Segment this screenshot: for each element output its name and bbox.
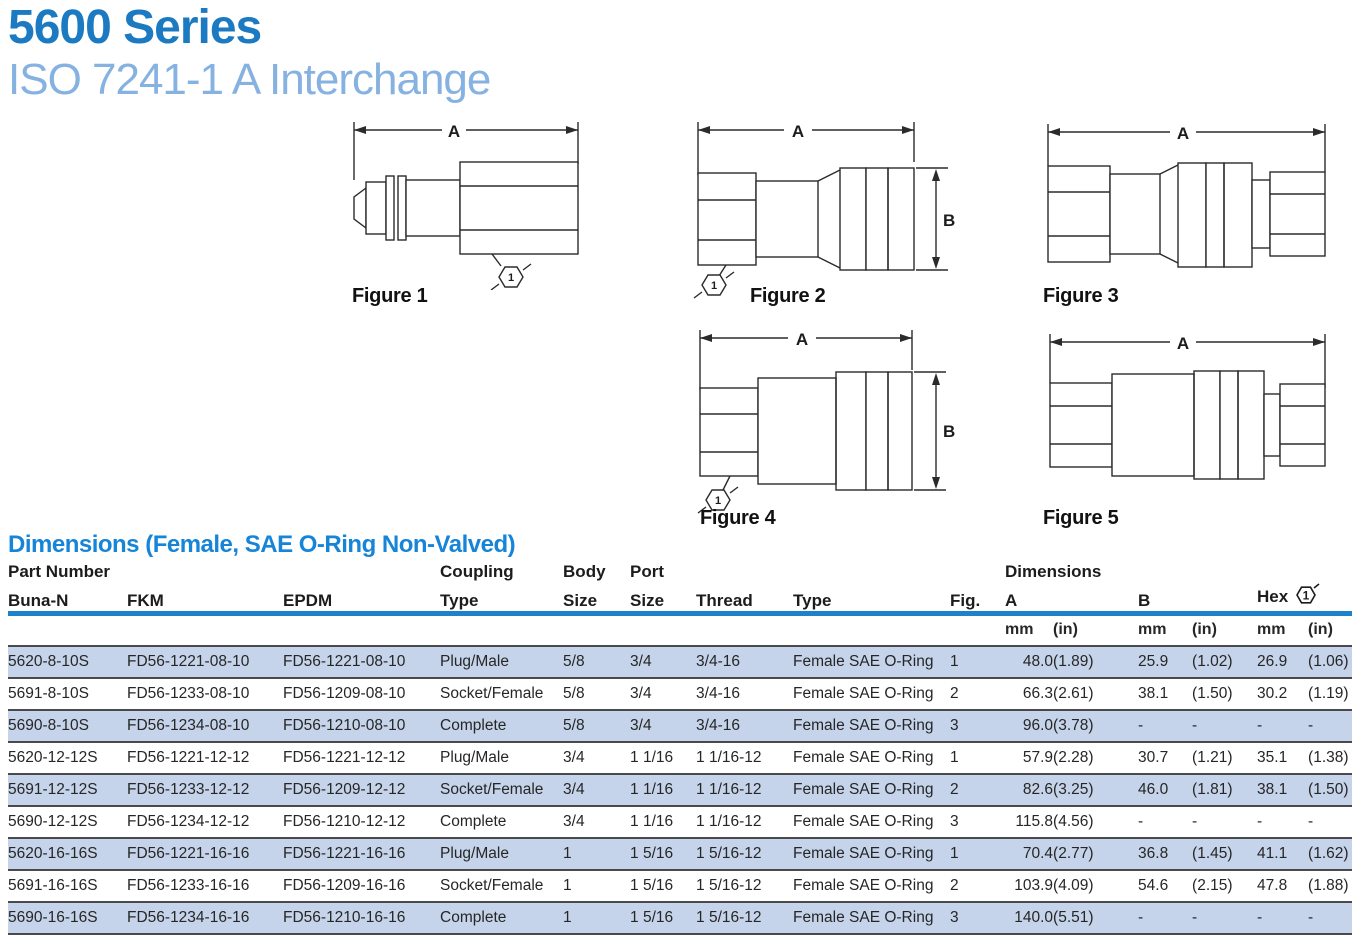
cell-fig: 1 <box>950 742 1000 774</box>
cell-a-in: (4.56) <box>1053 806 1138 838</box>
cell-hex-mm: 30.2 <box>1257 678 1308 710</box>
table-header <box>8 559 1352 646</box>
header-spacer <box>950 559 1000 582</box>
cell-part-buna: 5690-12-12S <box>8 806 127 838</box>
cell-b-in: - <box>1192 710 1257 742</box>
page-title: 5600 Series <box>8 1 262 54</box>
cell-fig: 2 <box>950 774 1000 806</box>
cell-hex-mm: 41.1 <box>1257 838 1308 870</box>
cell-part-epdm: FD56-1221-16-16 <box>283 838 440 870</box>
cell-coupling-type: Complete <box>440 710 563 742</box>
figure-2-caption: Figure 2 <box>750 285 826 307</box>
cell-part-epdm: FD56-1221-08-10 <box>283 646 440 678</box>
header-port-line1: Port <box>630 562 665 581</box>
cell-hex-mm: 35.1 <box>1257 742 1308 774</box>
cell-part-epdm: FD56-1210-16-16 <box>283 902 440 934</box>
cell-a-in: (4.09) <box>1053 870 1138 902</box>
figure-5-caption: Figure 5 <box>1043 507 1119 529</box>
cell-body-size: 3/4 <box>563 806 630 838</box>
table-row <box>8 902 1352 934</box>
cell-a-mm: 57.9 <box>1000 742 1053 774</box>
header-coupling-line1: Coupling <box>440 562 514 581</box>
cell-part-fkm: FD56-1233-16-16 <box>127 870 283 902</box>
cell-b-in: (1.81) <box>1192 774 1257 806</box>
header-dim-b: B <box>1138 582 1257 614</box>
section-heading: Dimensions (Female, SAE O-Ring Non-Valved) <box>8 531 516 558</box>
dimensions-table <box>8 559 1352 935</box>
cell-thread: 1 1/16-12 <box>696 742 793 774</box>
cell-hex-mm: - <box>1257 806 1308 838</box>
header-spacer <box>696 559 793 582</box>
figure-1-caption: Figure 1 <box>352 285 428 307</box>
cell-b-mm: 54.6 <box>1138 870 1192 902</box>
cell-b-mm: 46.0 <box>1138 774 1192 806</box>
cell-body-size: 1 <box>563 902 630 934</box>
cell-a-in: (2.28) <box>1053 742 1138 774</box>
units-spacer <box>283 614 440 646</box>
table-row <box>8 806 1352 838</box>
units-a-in: (in) <box>1053 614 1138 646</box>
header-coupling-line2: Type <box>440 582 563 614</box>
cell-b-mm: - <box>1138 902 1192 934</box>
figure-3-caption: Figure 3 <box>1043 285 1119 307</box>
cell-part-buna: 5691-16-16S <box>8 870 127 902</box>
cell-fig: 1 <box>950 646 1000 678</box>
cell-part-fkm: FD56-1233-08-10 <box>127 678 283 710</box>
cell-part-fkm: FD56-1234-08-10 <box>127 710 283 742</box>
header-type: Type <box>793 582 950 614</box>
cell-hex-mm: 47.8 <box>1257 870 1308 902</box>
callout-label: 1 <box>507 272 515 284</box>
cell-port-size: 1 5/16 <box>630 838 696 870</box>
cell-port-size: 1 1/16 <box>630 806 696 838</box>
cell-coupling-type: Plug/Male <box>440 838 563 870</box>
cell-coupling-type: Complete <box>440 806 563 838</box>
cell-port-size: 3/4 <box>630 710 696 742</box>
cell-b-in: (2.15) <box>1192 870 1257 902</box>
units-spacer <box>127 614 283 646</box>
header-spacer <box>793 559 950 582</box>
cell-part-epdm: FD56-1209-16-16 <box>283 870 440 902</box>
cell-part-epdm: FD56-1209-08-10 <box>283 678 440 710</box>
cell-hex-mm: - <box>1257 902 1308 934</box>
cell-port-size: 1 5/16 <box>630 870 696 902</box>
units-spacer <box>8 614 127 646</box>
cell-a-in: (2.77) <box>1053 838 1138 870</box>
figure-4 <box>688 326 960 526</box>
cell-a-mm: 66.3 <box>1000 678 1053 710</box>
cell-port-size: 1 1/16 <box>630 774 696 806</box>
cell-part-epdm: FD56-1209-12-12 <box>283 774 440 806</box>
cell-b-mm: 30.7 <box>1138 742 1192 774</box>
cell-b-mm: 38.1 <box>1138 678 1192 710</box>
callout-1-icon <box>491 254 531 290</box>
cell-b-in: (1.45) <box>1192 838 1257 870</box>
cell-a-mm: 48.0 <box>1000 646 1053 678</box>
cell-thread: 1 5/16-12 <box>696 902 793 934</box>
cell-b-mm: 36.8 <box>1138 838 1192 870</box>
cell-a-mm: 140.0 <box>1000 902 1053 934</box>
cell-a-mm: 103.9 <box>1000 870 1053 902</box>
cell-part-buna: 5690-8-10S <box>8 710 127 742</box>
dim-label-a: A <box>1176 124 1190 143</box>
cell-hex-mm: 26.9 <box>1257 646 1308 678</box>
table-body <box>8 646 1352 934</box>
figure-5 <box>1038 330 1335 508</box>
figure-2 <box>688 118 960 304</box>
cell-type: Female SAE O-Ring <box>793 742 950 774</box>
units-hex-in: (in) <box>1308 614 1352 646</box>
cell-type: Female SAE O-Ring <box>793 774 950 806</box>
cell-b-in: (1.50) <box>1192 678 1257 710</box>
hex-callout-label: 1 <box>1302 588 1310 603</box>
cell-a-in: (3.78) <box>1053 710 1138 742</box>
cell-body-size: 3/4 <box>563 742 630 774</box>
cell-a-mm: 82.6 <box>1000 774 1053 806</box>
table-row <box>8 678 1352 710</box>
figure-4-caption: Figure 4 <box>700 507 776 529</box>
cell-part-buna: 5691-12-12S <box>8 774 127 806</box>
cell-b-in: - <box>1192 806 1257 838</box>
cell-coupling-type: Socket/Female <box>440 774 563 806</box>
cell-port-size: 1 1/16 <box>630 742 696 774</box>
cell-a-in: (2.61) <box>1053 678 1138 710</box>
header-hex-label: Hex <box>1257 587 1289 606</box>
header-part-number-group: Part Number <box>8 562 111 581</box>
table-row <box>8 838 1352 870</box>
cell-thread: 3/4-16 <box>696 710 793 742</box>
cell-port-size: 3/4 <box>630 646 696 678</box>
header-row-groups <box>8 559 1352 582</box>
header-buna: Buna-N <box>8 582 127 614</box>
header-body-line1: Body <box>563 562 606 581</box>
cell-thread: 1 5/16-12 <box>696 838 793 870</box>
cell-thread: 3/4-16 <box>696 646 793 678</box>
header-dimensions-group: Dimensions <box>1005 562 1102 581</box>
cell-a-mm: 115.8 <box>1000 806 1053 838</box>
table-row <box>8 742 1352 774</box>
header-hex <box>1257 582 1352 614</box>
figure-3 <box>1038 120 1335 288</box>
coupling-complete-drawing <box>1038 330 1335 508</box>
table-row <box>8 774 1352 806</box>
cell-hex-in: (1.38) <box>1308 742 1352 774</box>
cell-coupling-type: Socket/Female <box>440 678 563 710</box>
cell-hex-in: (1.06) <box>1308 646 1352 678</box>
cell-part-fkm: FD56-1221-12-12 <box>127 742 283 774</box>
cell-port-size: 3/4 <box>630 678 696 710</box>
dim-label-b: B <box>943 422 956 441</box>
cell-coupling-type: Socket/Female <box>440 870 563 902</box>
figure-1 <box>340 118 590 290</box>
cell-part-buna: 5620-8-10S <box>8 646 127 678</box>
callout-label: 1 <box>710 280 718 292</box>
cell-port-size: 1 5/16 <box>630 902 696 934</box>
cell-type: Female SAE O-Ring <box>793 710 950 742</box>
coupling-plug-drawing <box>340 118 590 290</box>
units-spacer <box>440 614 563 646</box>
header-fkm: FKM <box>127 582 283 614</box>
header-row-columns <box>8 582 1352 614</box>
units-a-mm: mm <box>1000 614 1053 646</box>
cell-a-in: (3.25) <box>1053 774 1138 806</box>
page-subtitle: ISO 7241-1 A Interchange <box>8 55 491 104</box>
cell-fig: 3 <box>950 902 1000 934</box>
table-row <box>8 870 1352 902</box>
cell-part-buna: 5691-8-10S <box>8 678 127 710</box>
units-spacer <box>793 614 950 646</box>
cell-a-in: (1.89) <box>1053 646 1138 678</box>
cell-b-mm: 25.9 <box>1138 646 1192 678</box>
cell-part-epdm: FD56-1210-08-10 <box>283 710 440 742</box>
header-thread: Thread <box>696 582 793 614</box>
cell-fig: 1 <box>950 838 1000 870</box>
cell-part-fkm: FD56-1234-12-12 <box>127 806 283 838</box>
header-epdm: EPDM <box>283 582 440 614</box>
units-row <box>8 614 1352 646</box>
coupling-complete-drawing <box>1038 120 1335 288</box>
cell-b-mm: - <box>1138 806 1192 838</box>
dim-label-a: A <box>447 122 461 141</box>
cell-type: Female SAE O-Ring <box>793 870 950 902</box>
header-port-line2: Size <box>630 582 696 614</box>
cell-body-size: 5/8 <box>563 710 630 742</box>
cell-a-mm: 70.4 <box>1000 838 1053 870</box>
cell-part-fkm: FD56-1221-08-10 <box>127 646 283 678</box>
cell-hex-in: - <box>1308 902 1352 934</box>
cell-b-mm: - <box>1138 710 1192 742</box>
cell-hex-in: (1.88) <box>1308 870 1352 902</box>
cell-body-size: 3/4 <box>563 774 630 806</box>
table-row <box>8 646 1352 678</box>
cell-fig: 3 <box>950 806 1000 838</box>
cell-hex-mm: - <box>1257 710 1308 742</box>
dim-label-a: A <box>791 122 805 141</box>
cell-type: Female SAE O-Ring <box>793 838 950 870</box>
cell-b-in: - <box>1192 902 1257 934</box>
header-fig: Fig. <box>950 582 1000 614</box>
units-hex-mm: mm <box>1257 614 1308 646</box>
header-dim-a: A <box>1000 582 1138 614</box>
cell-body-size: 1 <box>563 838 630 870</box>
cell-part-buna: 5620-12-12S <box>8 742 127 774</box>
callout-1-icon <box>694 265 734 298</box>
cell-hex-in: - <box>1308 806 1352 838</box>
cell-a-in: (5.51) <box>1053 902 1138 934</box>
cell-hex-in: (1.62) <box>1308 838 1352 870</box>
cell-part-fkm: FD56-1233-12-12 <box>127 774 283 806</box>
cell-hex-mm: 38.1 <box>1257 774 1308 806</box>
cell-b-in: (1.21) <box>1192 742 1257 774</box>
cell-fig: 2 <box>950 678 1000 710</box>
cell-fig: 2 <box>950 870 1000 902</box>
units-spacer <box>950 614 1000 646</box>
cell-part-buna: 5690-16-16S <box>8 902 127 934</box>
cell-coupling-type: Plug/Male <box>440 646 563 678</box>
cell-coupling-type: Complete <box>440 902 563 934</box>
cell-body-size: 1 <box>563 870 630 902</box>
table-row <box>8 710 1352 742</box>
cell-body-size: 5/8 <box>563 678 630 710</box>
cell-b-in: (1.02) <box>1192 646 1257 678</box>
dim-label-a: A <box>795 330 809 349</box>
cell-type: Female SAE O-Ring <box>793 806 950 838</box>
cell-hex-in: (1.50) <box>1308 774 1352 806</box>
dim-label-b: B <box>943 211 956 230</box>
coupling-socket-drawing <box>688 326 960 526</box>
cell-type: Female SAE O-Ring <box>793 902 950 934</box>
coupling-socket-drawing <box>688 118 960 304</box>
cell-part-buna: 5620-16-16S <box>8 838 127 870</box>
units-spacer <box>696 614 793 646</box>
units-b-in: (in) <box>1192 614 1257 646</box>
units-spacer <box>563 614 630 646</box>
dim-label-a: A <box>1176 334 1190 353</box>
cell-thread: 3/4-16 <box>696 678 793 710</box>
cell-a-mm: 96.0 <box>1000 710 1053 742</box>
cell-thread: 1 1/16-12 <box>696 774 793 806</box>
cell-fig: 3 <box>950 710 1000 742</box>
hex-callout-icon <box>1294 582 1320 611</box>
units-spacer <box>630 614 696 646</box>
cell-type: Female SAE O-Ring <box>793 678 950 710</box>
cell-thread: 1 5/16-12 <box>696 870 793 902</box>
callout-label: 1 <box>714 495 722 507</box>
cell-part-epdm: FD56-1210-12-12 <box>283 806 440 838</box>
cell-thread: 1 1/16-12 <box>696 806 793 838</box>
cell-body-size: 5/8 <box>563 646 630 678</box>
cell-type: Female SAE O-Ring <box>793 646 950 678</box>
cell-hex-in: - <box>1308 710 1352 742</box>
cell-part-epdm: FD56-1221-12-12 <box>283 742 440 774</box>
header-body-line2: Size <box>563 582 630 614</box>
units-b-mm: mm <box>1138 614 1192 646</box>
cell-hex-in: (1.19) <box>1308 678 1352 710</box>
cell-part-fkm: FD56-1221-16-16 <box>127 838 283 870</box>
cell-part-fkm: FD56-1234-16-16 <box>127 902 283 934</box>
cell-coupling-type: Plug/Male <box>440 742 563 774</box>
